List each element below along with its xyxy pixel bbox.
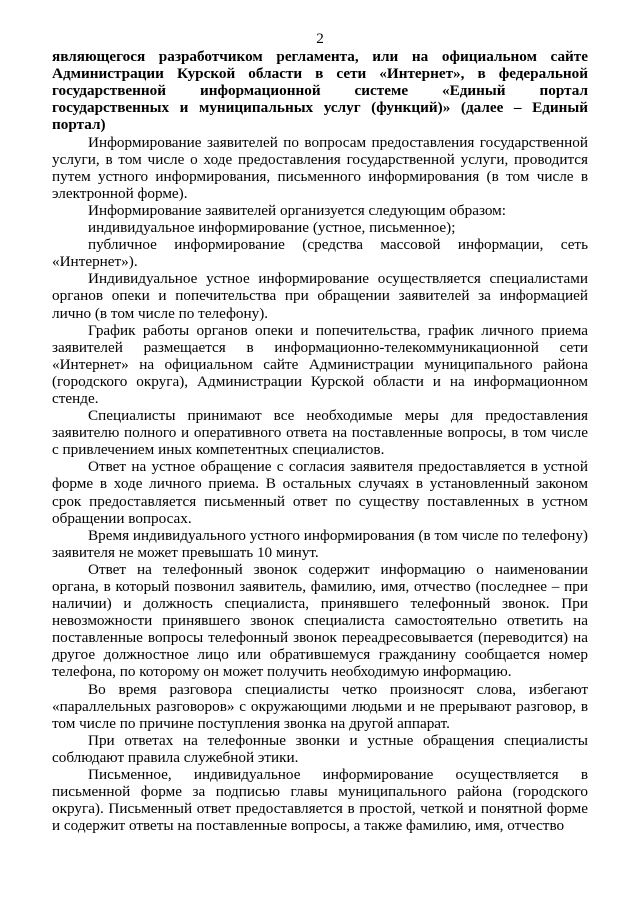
- paragraph: Во время разговора специалисты четко произносят слова, избегают «параллельных разговоров» с окружающими людьми и не прерывают разговор, в том числе по причине поступления звонка на другой аппарат.: [52, 680, 588, 732]
- paragraph: График работы органов опеки и попечительства, график личного приема заявителей размещается в информационно-телекоммуникационной сети «Интернет» на официальном сайте Администрации муниципального района (городского округа), Администрации Курской области и на информационном стенде.: [52, 321, 588, 407]
- paragraph: Информирование заявителей по вопросам предоставления государственной услуги, в том числе о ходе предоставления государственной услуги, проводится путем устного информирования, письменного информирования (в том числе в электронной форме).: [52, 133, 588, 202]
- paragraph: публичное информирование (средства массовой информации, сеть «Интернет»).: [52, 236, 588, 271]
- paragraph: Ответ на устное обращение с согласия заявителя предоставляется в устной форме в ходе личного приема. В остальных случаях в установленный законом срок предоставляется письменный ответ по существу поставленных в устном обращении вопросах.: [52, 458, 588, 527]
- paragraph: Индивидуальное устное информирование осуществляется специалистами органов опеки и попечительства при обращении заявителей за информацией лично (в том числе по телефону).: [52, 270, 588, 322]
- paragraph: Время индивидуального устного информирования (в том числе по телефону) заявителя не может превышать 10 минут.: [52, 526, 588, 561]
- paragraph: Письменное, индивидуальное информирование осуществляется в письменной форме за подписью главы муниципального района (городского округа). Письменный ответ предоставляется в простой, четкой и понятной форме и содержит ответы на поставленные вопросы, а также фамилию, имя, отчество: [52, 766, 588, 835]
- page-number: 2: [316, 30, 324, 47]
- paragraph: Информирование заявителей организуется следующим образом:: [88, 201, 507, 219]
- document-page: [52, 30, 588, 834]
- paragraph: Специалисты принимают все необходимые меры для предоставления заявителю полного и оперативного ответа на поставленные вопросы, в том числе с привлечением иных компетентных специалистов.: [52, 407, 588, 459]
- paragraph: индивидуальное информирование (устное, письменное);: [88, 219, 456, 237]
- paragraph-continuation: являющегося разработчиком регламента, или на официальном сайте Администрации Курской области в сети «Интернет», в федеральной государственной информационной системе «Единый портал государственных и муниципальных услуг (функций)» (далее – Единый портал): [52, 48, 588, 134]
- paragraph: Ответ на телефонный звонок содержит информацию о наименовании органа, в который позвонил заявитель, фамилию, имя, отчество (последнее – при наличии) и должность специалиста, принявшего телефонный звонок. При невозможности принявшего звонок специалиста самостоятельно ответить на поставленные вопросы телефонный звонок переадресовывается (переводится) на другое должностное лицо или обратившемуся гражданину сообщается номер телефона, по которому он может получить необходимую информацию.: [52, 560, 588, 681]
- paragraph: При ответах на телефонные звонки и устные обращения специалисты соблюдают правила служебной этики.: [52, 731, 588, 766]
